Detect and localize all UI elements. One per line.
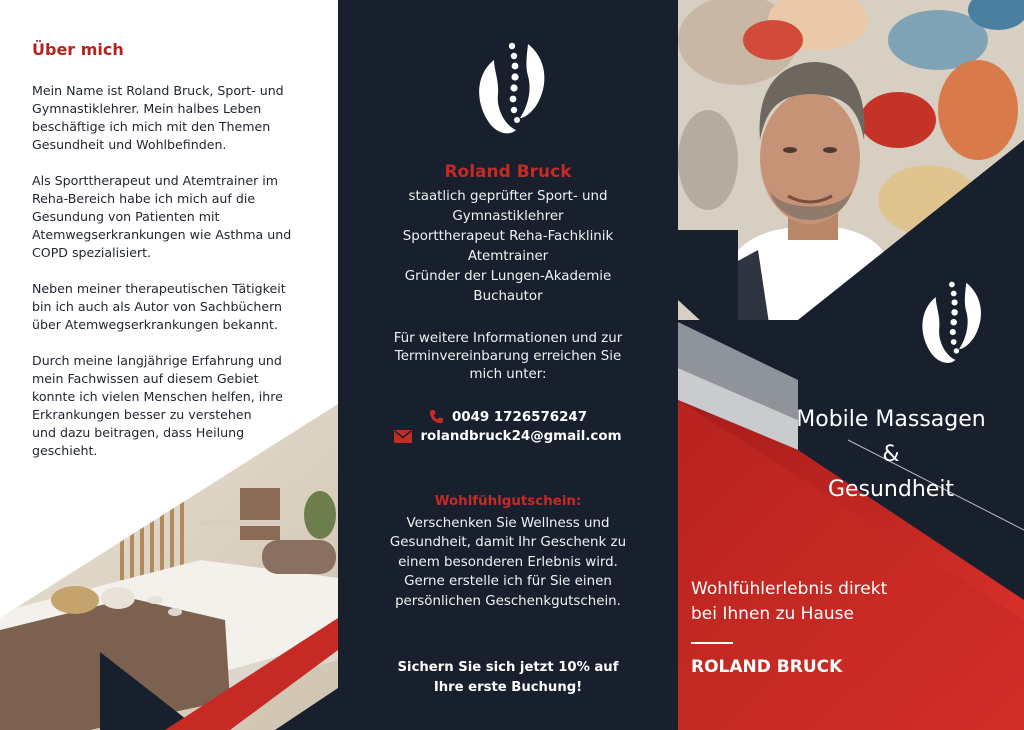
about-panel (0, 0, 338, 730)
phone-row (338, 409, 678, 425)
contact-panel (338, 0, 678, 730)
cover-headline: Mobile Massagen & Gesundheit (796, 407, 986, 502)
qualification-item: staatlich geprüfter Sport- und (408, 189, 608, 204)
cover-tagline: Wohlfühlerlebnis direkt bei Ihnen zu Hause (691, 579, 888, 624)
qualification-item: Atemtrainer (467, 249, 549, 264)
spine-hands-logo-icon (472, 40, 550, 140)
qualification-item: Buchautor (473, 289, 543, 304)
spine-hands-logo-icon (916, 278, 986, 370)
about-paragraph: Als Sporttherapeut und Atemtrainer im Reha-Bereich habe ich mich auf die Gesundung von Patienten mit Atemwegserkrankungen wie Asthma und COPD spezialisiert. (32, 173, 292, 260)
qualifications-list (338, 187, 678, 307)
brand-name: ROLAND BRUCK (691, 657, 843, 677)
about-heading: Über mich (32, 40, 124, 59)
about-paragraph: Durch meine langjährige Erfahrung und mein Fachwissen auf diesem Gebiet konnte ich vielen Menschen helfen, ihre Erkrankungen besser zu verstehen und dazu beitragen, dass Heilung geschieht. (32, 353, 283, 458)
person-name: Roland Bruck (444, 162, 572, 182)
about-text (32, 82, 322, 478)
voucher-text: Verschenken Sie Wellness und Gesundheit, damit Ihr Geschenk zu einem besonderen Erlebnis wird. Gerne erstelle ich für Sie einen persönlichen Geschenkgutschein. (389, 516, 627, 609)
envelope-icon (394, 430, 412, 443)
qualification-item: Sporttherapeut Reha-Fachklinik (402, 229, 614, 244)
cover-panel (678, 0, 1024, 730)
email-row (338, 429, 678, 444)
divider (691, 642, 733, 644)
voucher-heading: Wohlfühlgutschein: (434, 494, 582, 509)
qualification-item: Gründer der Lungen-Akademie (404, 269, 612, 284)
phone-number[interactable]: 0049 1726576247 (451, 410, 588, 425)
about-paragraph: Mein Name ist Roland Bruck, Sport- und Gymnastiklehrer. Mein halbes Leben beschäftige ich mich mit den Themen Gesundheit und Wohlbefinden. (32, 83, 284, 152)
about-paragraph: Neben meiner therapeutischen Tätigkeit bin ich auch als Autor von Sachbüchern über Atemwegserkrankungen bekannt. (32, 281, 286, 332)
email-address[interactable]: rolandbruck24@gmail.com (420, 429, 622, 444)
contact-intro: Für weitere Informationen und zur Terminvereinbarung erreichen Sie mich unter: (393, 331, 623, 382)
qualification-item: Gymnastiklehrer (452, 209, 564, 224)
phone-icon (429, 409, 444, 424)
discount-offer: Sichern Sie sich jetzt 10% auf Ihre erste Buchung! (397, 660, 619, 695)
